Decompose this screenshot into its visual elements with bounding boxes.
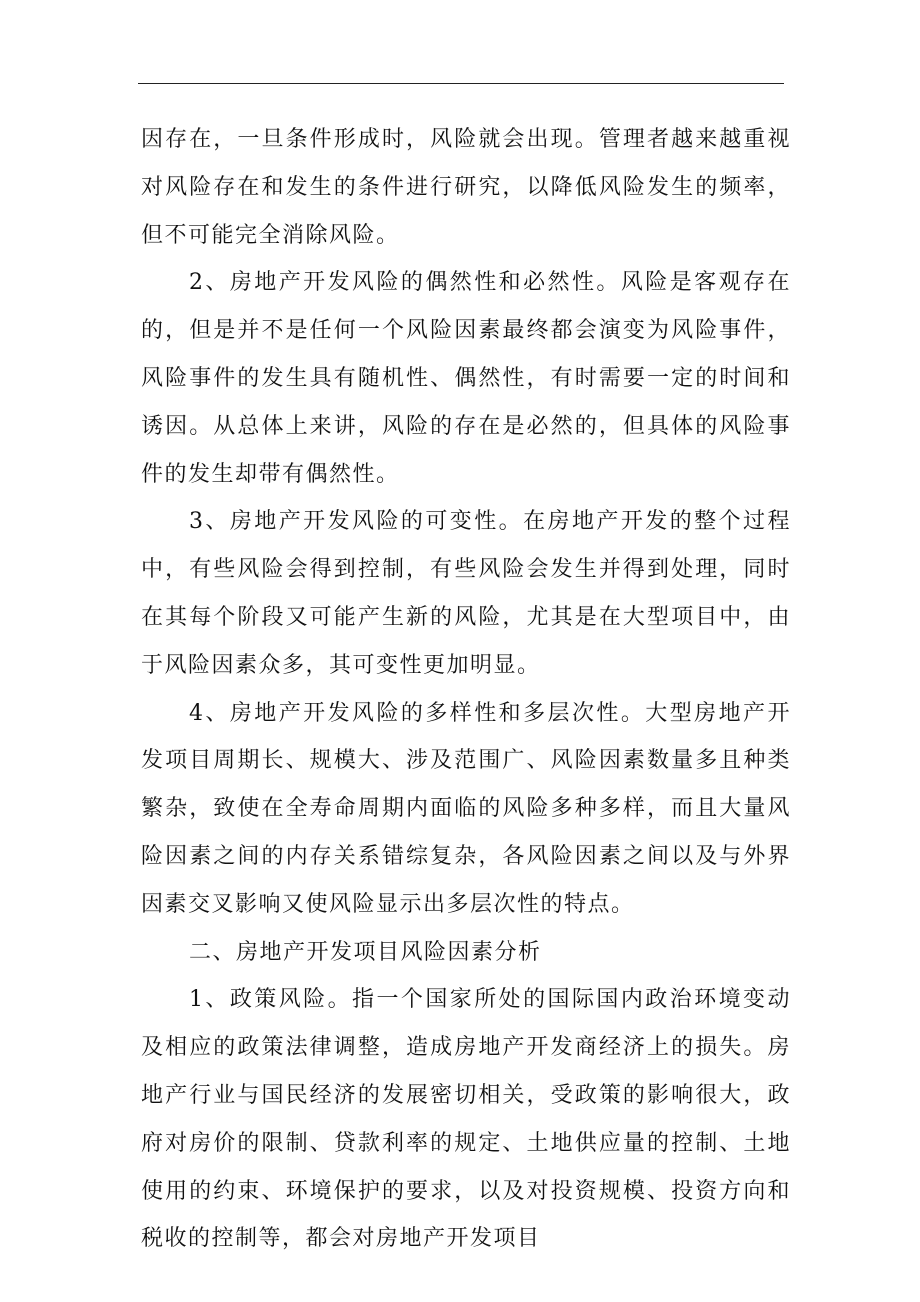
- document-body: [141, 116, 791, 1263]
- paragraph-5: 1、政策风险。指一个国家所处的国际国内政治环境变动及相应的政策法律调整，造成房地产开发商经济上的损失。房地产行业与国民经济的发展密切相关，受政策的影响很大，政府对房价的限制、贷款利率的规定、土地供应量的控制、土地使用的约束、环境保护的要求，以及对投资规模、投资方向和税收的控制等，都会对房地产开发项目: [141, 987, 791, 1252]
- paragraph-1: 因存在，一旦条件形成时，风险就会出现。管理者越来越重视对风险存在和发生的条件进行研究，以降低风险发生的频率，但不可能完全消除风险。: [141, 127, 791, 248]
- section-heading: 二、房地产开发项目风险因素分析: [189, 939, 542, 965]
- paragraph-2: 2、房地产开发风险的偶然性和必然性。风险是客观存在的，但是并不是任何一个风险因素最终都会演变为风险事件，风险事件的发生具有随机性、偶然性，有时需要一定的时间和诱因。从总体上来讲，风险的存在是必然的，但具体的风险事件的发生却带有偶然性。: [141, 270, 791, 487]
- paragraph-3: 3、房地产开发风险的可变性。在房地产开发的整个过程中，有些风险会得到控制，有些风险会发生并得到处理，同时在其每个阶段又可能产生新的风险，尤其是在大型项目中，由于风险因素众多，其可变性更加明显。: [141, 509, 791, 678]
- header-rule: [138, 83, 784, 84]
- paragraph-4: 4、房地产开发风险的多样性和多层次性。大型房地产开发项目周期长、规模大、涉及范围广、风险因素数量多且种类繁杂，致使在全寿命周期内面临的风险多种多样，而且大量风险因素之间的内存关系错综复杂，各风险因素之间以及与外界因素交叉影响又使风险显示出多层次性的特点。: [141, 700, 791, 917]
